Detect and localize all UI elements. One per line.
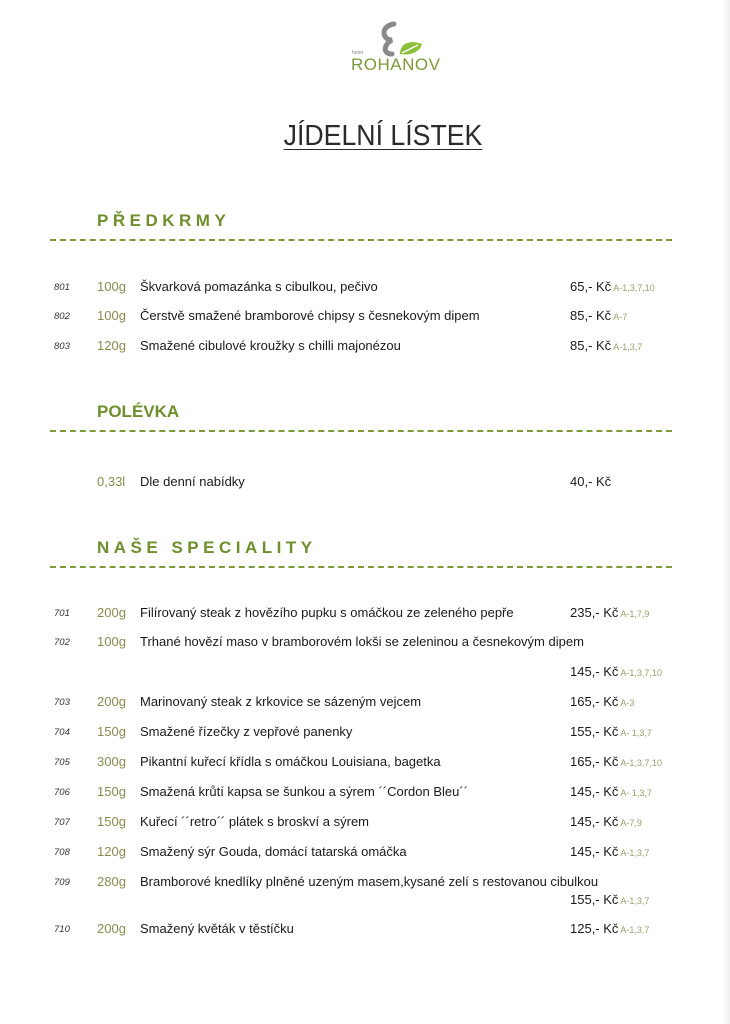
item-code: 801 xyxy=(54,282,70,293)
item-price: 155,- Kč xyxy=(570,892,619,907)
page-title: JÍDELNÍ LÍSTEK xyxy=(283,120,483,152)
item-name: Dle denní nabídky xyxy=(140,474,245,489)
item-weight: 100g xyxy=(97,308,126,323)
item-allergens: A-3 xyxy=(620,698,635,708)
item-price: 85,- Kč xyxy=(570,338,612,353)
item-code: 705 xyxy=(54,757,70,768)
item-weight: 150g xyxy=(97,724,126,739)
item-code: 704 xyxy=(54,727,70,738)
menu-item xyxy=(0,308,730,326)
item-name: Smažená krůtí kapsa se šunkou a sýrem ´´Cordon Bleu´´ xyxy=(140,784,469,799)
item-code: 703 xyxy=(54,697,70,708)
item-name: Marinovaný steak z krkovice se sázeným vejcem xyxy=(140,694,422,709)
item-code: 702 xyxy=(54,637,70,648)
item-weight: 300g xyxy=(97,754,126,769)
divider xyxy=(50,239,672,241)
item-allergens: A-1,7,9 xyxy=(620,609,650,619)
item-weight: 200g xyxy=(97,694,126,709)
item-allergens: A-1,3,7,10 xyxy=(613,283,655,293)
item-price: 145,- Kč xyxy=(570,664,619,679)
divider xyxy=(50,566,672,568)
item-allergens: A-1,3,7,10 xyxy=(620,758,662,768)
item-name: Kuřecí ´´retro´´ plátek s broskví a sýrem xyxy=(140,814,369,829)
item-weight: 200g xyxy=(97,605,126,620)
item-allergens: A-1,3,7 xyxy=(620,848,650,858)
logo-name: ROHANOV xyxy=(351,55,441,74)
item-allergens: A- 1,3,7 xyxy=(620,788,652,798)
hotel-logo xyxy=(350,20,440,80)
section-heading-polevka: POLÉVKA xyxy=(97,402,180,421)
item-price: 145,- Kč xyxy=(570,814,619,829)
logo-small-text: hotel xyxy=(352,50,363,56)
item-name: Pikantní kuřecí křídla s omáčkou Louisiana, bagetka xyxy=(140,754,441,769)
item-price: 85,- Kč xyxy=(570,308,612,323)
item-name: Smažené řízečky z vepřové panenky xyxy=(140,724,353,739)
item-name: Škvarková pomazánka s cibulkou, pečivo xyxy=(140,279,378,294)
item-price: 165,- Kč xyxy=(570,754,619,769)
item-weight: 0,33l xyxy=(97,474,126,489)
item-name: Filírovaný steak z hovězího pupku s omáčkou ze zeleného pepře xyxy=(140,605,514,620)
item-code: 701 xyxy=(54,608,70,619)
item-price: 155,- Kč xyxy=(570,724,619,739)
menu-item xyxy=(0,605,730,623)
section-heading-predkrmy: PŘEDKRMY xyxy=(97,211,231,230)
item-allergens: A- 1,3,7 xyxy=(620,728,652,738)
item-price: 165,- Kč xyxy=(570,694,619,709)
item-price: 125,- Kč xyxy=(570,921,619,936)
item-allergens: A-1,3,7,10 xyxy=(620,668,662,678)
item-allergens: A-7 xyxy=(613,312,628,322)
divider xyxy=(50,430,672,432)
item-code: 706 xyxy=(54,787,70,798)
item-code: 709 xyxy=(54,877,70,888)
menu-item xyxy=(0,279,730,297)
item-name: Smažený květák v těstíčku xyxy=(140,921,294,936)
item-price: 65,- Kč xyxy=(570,279,612,294)
item-name: Smažené cibulové kroužky s chilli majonézou xyxy=(140,338,401,353)
menu-item xyxy=(0,724,730,742)
item-weight: 200g xyxy=(97,921,126,936)
item-allergens: A-1,3,7 xyxy=(613,342,643,352)
item-allergens: A-1,3,7 xyxy=(620,896,650,906)
menu-item xyxy=(0,338,730,356)
menu-item xyxy=(0,634,730,679)
menu-item xyxy=(0,874,730,907)
item-name: Smažený sýr Gouda, domácí tatarská omáčka xyxy=(140,844,407,859)
item-code: 710 xyxy=(54,924,70,935)
item-price: 145,- Kč xyxy=(570,784,619,799)
item-name: Trhané hovězí maso v bramborovém lokši se zeleninou a česnekovým dipem xyxy=(140,634,584,649)
item-allergens: A-7,9 xyxy=(620,818,642,828)
menu-item xyxy=(0,921,730,939)
menu-item xyxy=(0,814,730,832)
item-code: 708 xyxy=(54,847,70,858)
menu-item xyxy=(0,784,730,802)
item-code: 707 xyxy=(54,817,70,828)
item-price: 40,- Kč xyxy=(570,474,612,489)
item-weight: 100g xyxy=(97,279,126,294)
item-name: Bramborové knedlíky plněné uzeným masem,kysané zelí s restovanou cibulkou xyxy=(140,874,599,889)
section-heading-specialities: NAŠE SPECIALITY xyxy=(97,538,317,557)
item-code: 803 xyxy=(54,341,70,352)
item-weight: 150g xyxy=(97,784,126,799)
item-name: Čerstvě smažené bramborové chipsy s česnekovým dipem xyxy=(140,308,480,323)
menu-item xyxy=(0,694,730,712)
item-weight: 280g xyxy=(97,874,126,889)
menu-item xyxy=(0,844,730,862)
item-weight: 120g xyxy=(97,338,126,353)
item-price: 145,- Kč xyxy=(570,844,619,859)
leaf-logo-icon xyxy=(350,20,440,60)
item-weight: 100g xyxy=(97,634,126,649)
item-price: 235,- Kč xyxy=(570,605,619,620)
item-allergens: A-1,3,7 xyxy=(620,925,650,935)
menu-item xyxy=(0,474,730,492)
item-code: 802 xyxy=(54,311,70,322)
menu-item xyxy=(0,754,730,772)
item-weight: 150g xyxy=(97,814,126,829)
item-weight: 120g xyxy=(97,844,126,859)
page-edge xyxy=(722,0,730,1024)
